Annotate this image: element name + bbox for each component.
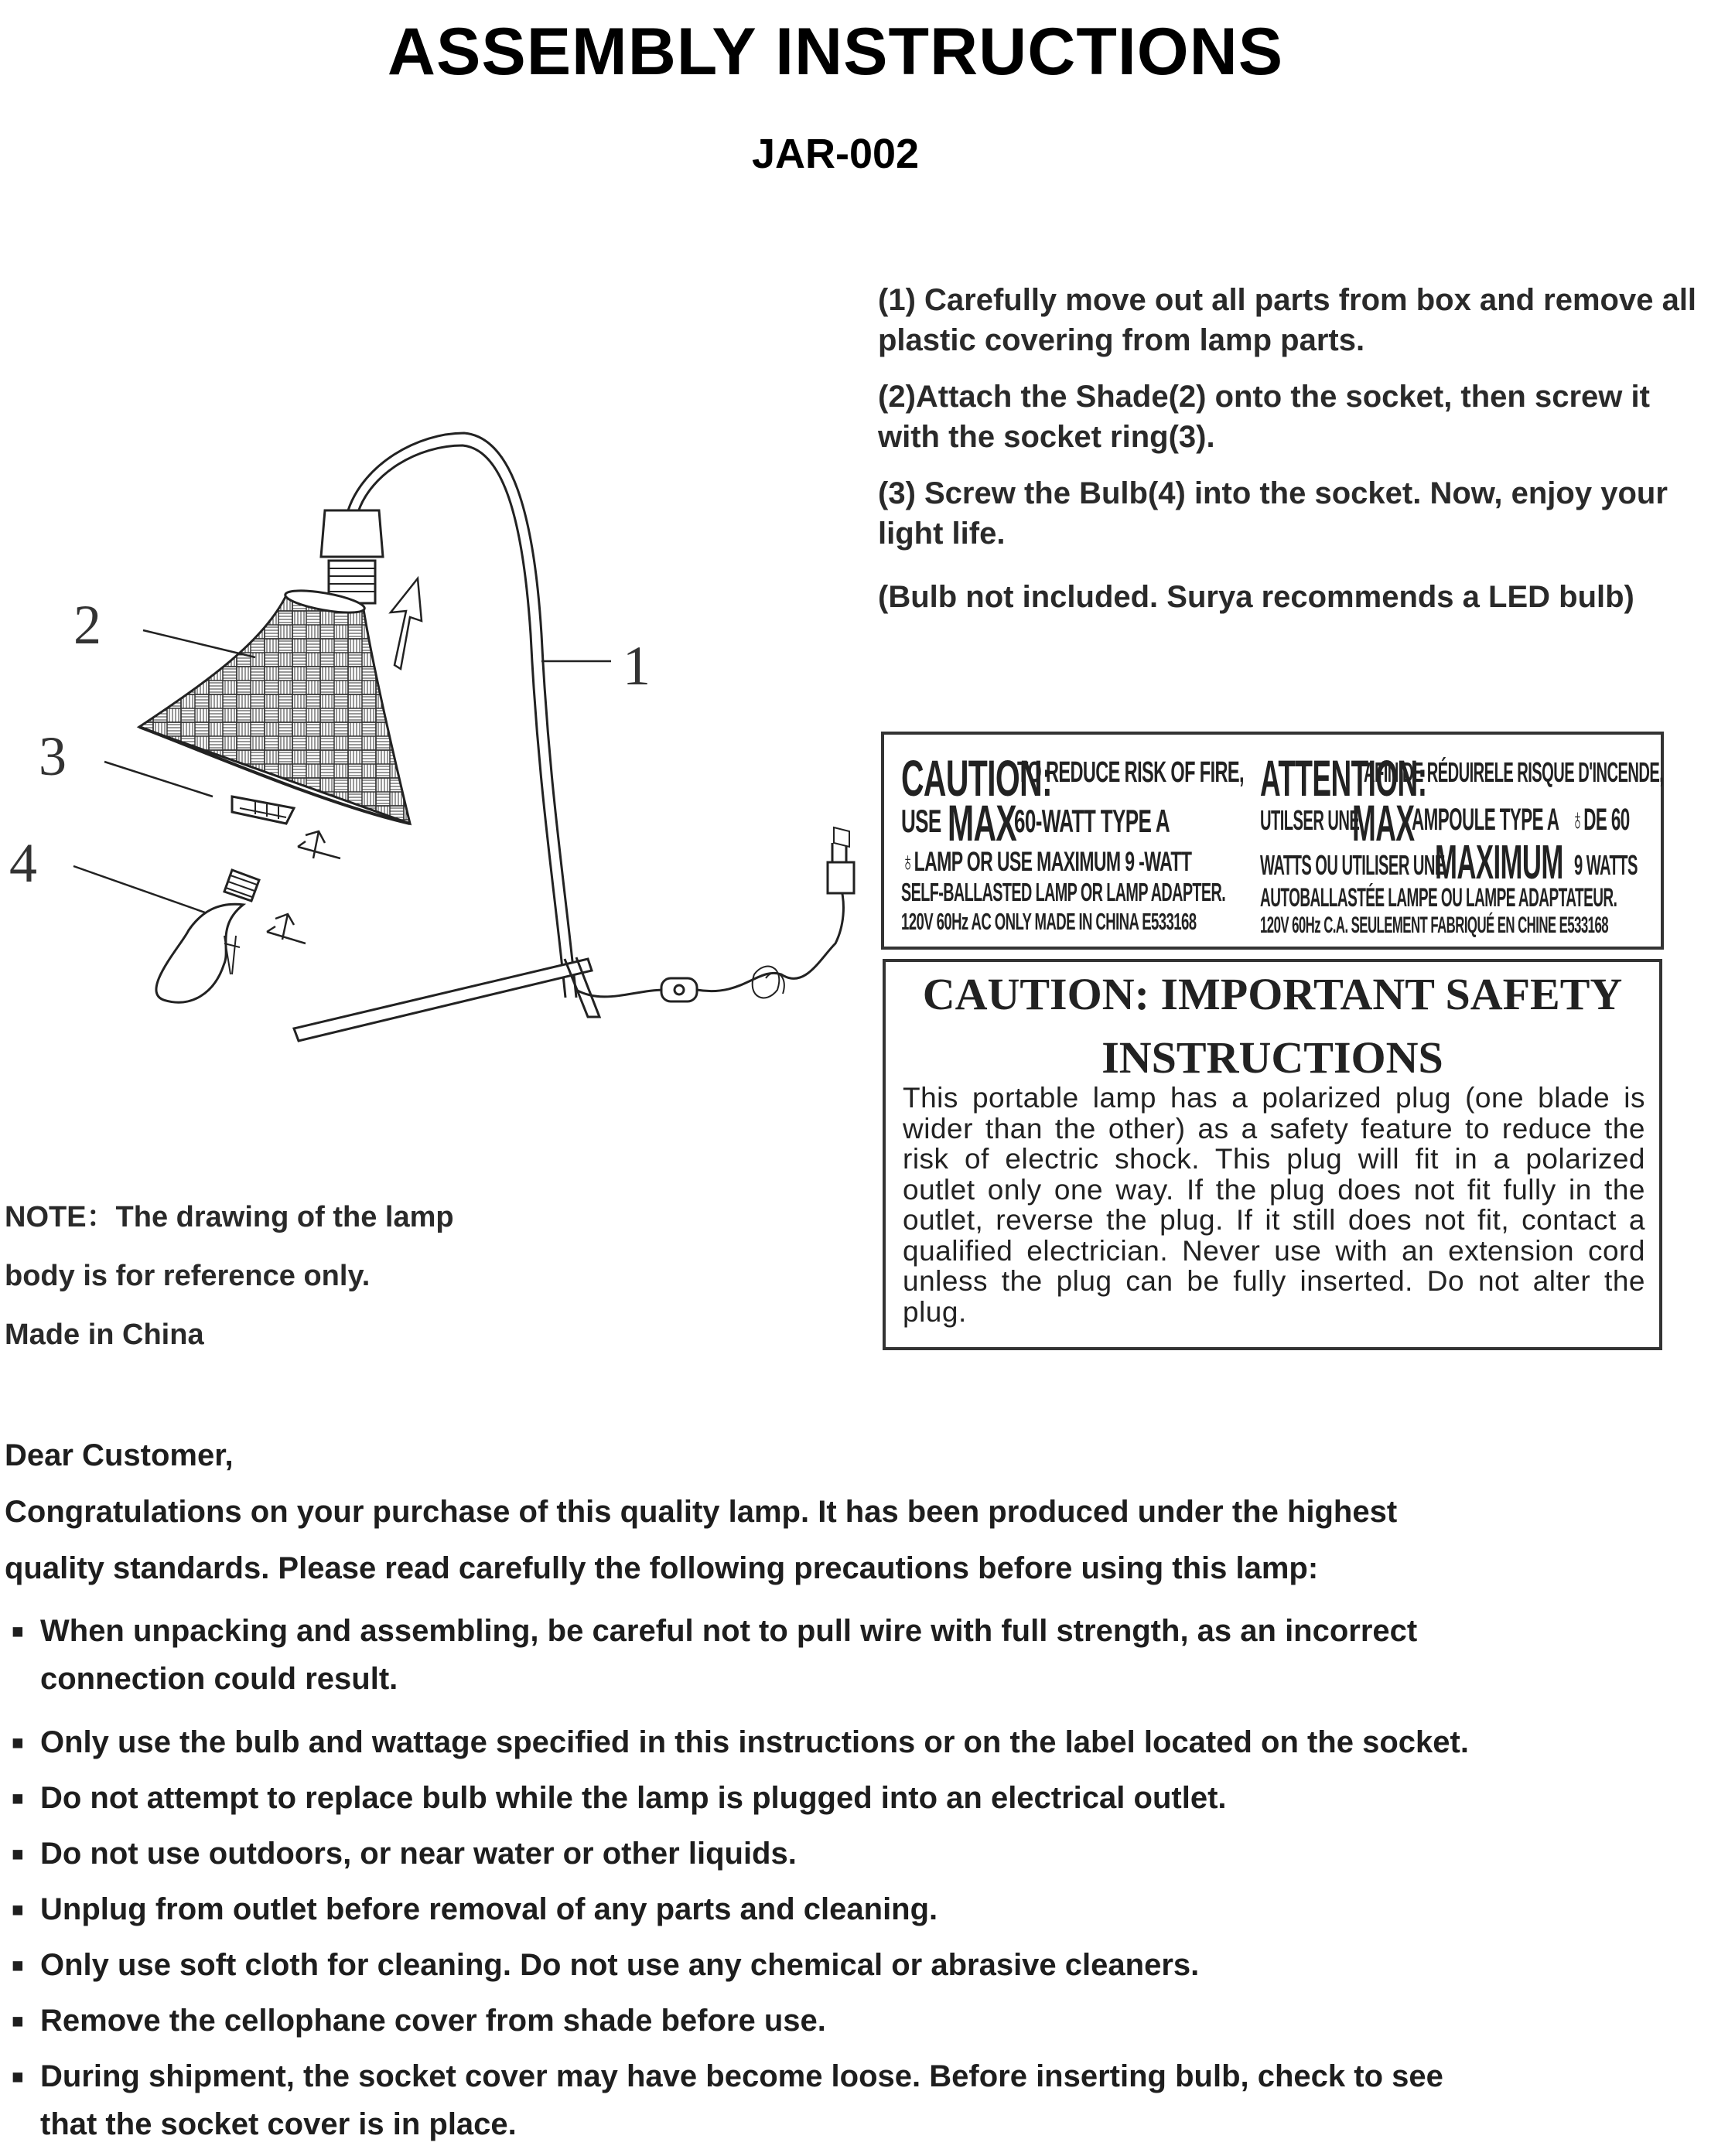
precaution-item (5, 1830, 1706, 1878)
part-label-2: 2 (73, 594, 101, 656)
attention-line-3a: WATTS OU UTILISER UNE (1260, 849, 1445, 881)
safety-instructions-box (883, 959, 1662, 1350)
attention-line-3c: 9 WATTS (1574, 849, 1638, 881)
letter-intro-2: quality standards. Please read carefully the following precautions before using this lamp: (5, 1551, 1319, 1585)
note-line-3: Made in China (5, 1319, 204, 1351)
bulb-note: (Bulb not included. Surya recommends a LED bulb) (878, 580, 1634, 614)
lamp-diagram (0, 402, 874, 1098)
caution-max: MAX (948, 794, 1017, 851)
part-label-3: 3 (39, 725, 67, 787)
precaution-item (5, 2052, 1479, 2148)
precaution-text: Do not attempt to replace bulb while the lamp is plugged into an electrical outlet. (40, 1781, 1227, 1815)
step-2: (2)Attach the Shade(2) onto the socket, then screw it with the socket ring(3). (878, 380, 1650, 454)
alignment-arrow-icon-2 (267, 914, 306, 943)
alignment-arrow-icon (298, 831, 340, 858)
bullet-icon: ▪ (11, 1999, 25, 2042)
lamp-shade (139, 586, 410, 824)
attention-de60-text: DE 60 (1583, 803, 1630, 837)
document-title: ASSEMBLY INSTRUCTIONS (387, 15, 1284, 89)
caution-line-1: TO REDUCE RISK OF FIRE, (1017, 756, 1244, 789)
attention-maximum: MAXIMUM (1435, 836, 1563, 889)
attention-line-5: 120V 60Hz C.A. SEULEMENT FABRIQUÉ EN CHINE E533168 (1260, 913, 1609, 938)
bullet-icon: ▪ (11, 1943, 25, 1987)
safety-title-line-2: INSTRUCTIONS (1101, 1032, 1443, 1083)
precautions-list (5, 1607, 1706, 2156)
safety-body: This portable lamp has a polarized plug (one blade is wider than the other) as a safety feature to reduce the risk of electric shock. This plug will fit in a polarized outlet only one way. If the plug does not fit fully in the outlet, reverse the plug. If it still does not fit, contact a qualified electrician. Never use with an extension cord unless the plug can be fully inserted. Do not alter the plug. (903, 1082, 1645, 1328)
attention-ampoule: AMPOULE TYPE A (1412, 803, 1559, 837)
attention-utilser: UTILSER UNE (1260, 804, 1360, 836)
step-1: (1) Carefully move out all parts from box and remove all plastic covering from lamp parts. (878, 283, 1697, 357)
caution-line-3 (901, 847, 1191, 878)
precaution-text: When unpacking and assembling, be careful not to pull wire with full strength, as an incorrect connection could result. (40, 1614, 1418, 1696)
precaution-item (5, 1718, 1706, 1766)
precaution-item (5, 1941, 1706, 1989)
attention-line-4: AUTOBALLASTÉE LAMPE OU LAMPE ADAPTATEUR. (1260, 883, 1617, 913)
note-line-1: NOTE：The drawing of the lamp (5, 1201, 454, 1233)
precaution-text: Remove the cellophane cover from shade before use. (40, 2004, 826, 2038)
note-line-2: body is for reference only. (5, 1260, 371, 1292)
note-block (5, 1188, 454, 1364)
precaution-item (5, 1885, 1706, 1933)
part-label-1: 1 (623, 635, 651, 697)
precaution-text: Only use soft cloth for cleaning. Do not use any chemical or abrasive cleaners. (40, 1948, 1200, 1982)
safety-title-line-1: CAUTION: IMPORTANT SAFETY (922, 969, 1623, 1019)
customer-letter (5, 1428, 1706, 1597)
precaution-item (5, 1997, 1706, 2045)
caution-line-3-text: LAMP OR USE MAXIMUM 9 -WATT (914, 847, 1192, 877)
precaution-text: During shipment, the socket cover may have become loose. Before inserting bulb, check to see that the socket cover is in place. (40, 2059, 1443, 2141)
caution-line-5: 120V 60Hz AC ONLY MADE IN CHINA E533168 (901, 908, 1197, 935)
bullet-icon: ▪ (11, 1776, 25, 1820)
bulb-icon-2: ♁ (1571, 803, 1584, 837)
letter-intro-1: Congratulations on your purchase of this quality lamp. It has been produced under the highest (5, 1495, 1398, 1529)
bullet-icon: ▪ (11, 1609, 25, 1653)
bullet-icon: ▪ (11, 1721, 25, 1764)
attention-de60 (1571, 803, 1630, 837)
caution-line-4: SELF-BALLASTED LAMP OR LAMP ADAPTER. (901, 878, 1226, 906)
up-arrow-icon (391, 578, 422, 669)
attention-line-1: AFIN DE RÉDUIRELE RISQUE D'INCENDE, (1364, 756, 1664, 788)
caution-heading: CAUTION: (901, 749, 1053, 807)
bullet-icon: ▪ (11, 1832, 25, 1875)
letter-greeting: Dear Customer, (5, 1438, 234, 1472)
precaution-text: Unplug from outlet before removal of any parts and cleaning. (40, 1892, 938, 1926)
precaution-text: Do not use outdoors, or near water or other liquids. (40, 1837, 797, 1871)
caution-label (881, 732, 1664, 950)
light-bulb (152, 870, 259, 1017)
precaution-item (5, 1607, 1448, 1703)
caution-wattage: 60-WATT TYPE A (1014, 803, 1170, 839)
attention-max: MAX (1352, 794, 1415, 851)
model-number: JAR-002 (751, 131, 920, 177)
precaution-text: Only use the bulb and wattage specified in this instructions or on the label located on the socket. (40, 1725, 1469, 1759)
attention-heading: ATTENTION: (1260, 749, 1427, 807)
bullet-icon: ▪ (11, 2055, 25, 2098)
assembly-steps (878, 280, 1698, 633)
step-3: (3) Screw the Bulb(4) into the socket. Now, enjoy your light life. (878, 476, 1668, 551)
caution-use: USE (901, 803, 941, 839)
precaution-item (5, 1774, 1706, 1822)
bulb-icon: ♁ (901, 847, 914, 877)
bullet-icon: ▪ (11, 1888, 25, 1931)
socket-ring (232, 797, 294, 824)
part-label-4: 4 (9, 832, 37, 894)
